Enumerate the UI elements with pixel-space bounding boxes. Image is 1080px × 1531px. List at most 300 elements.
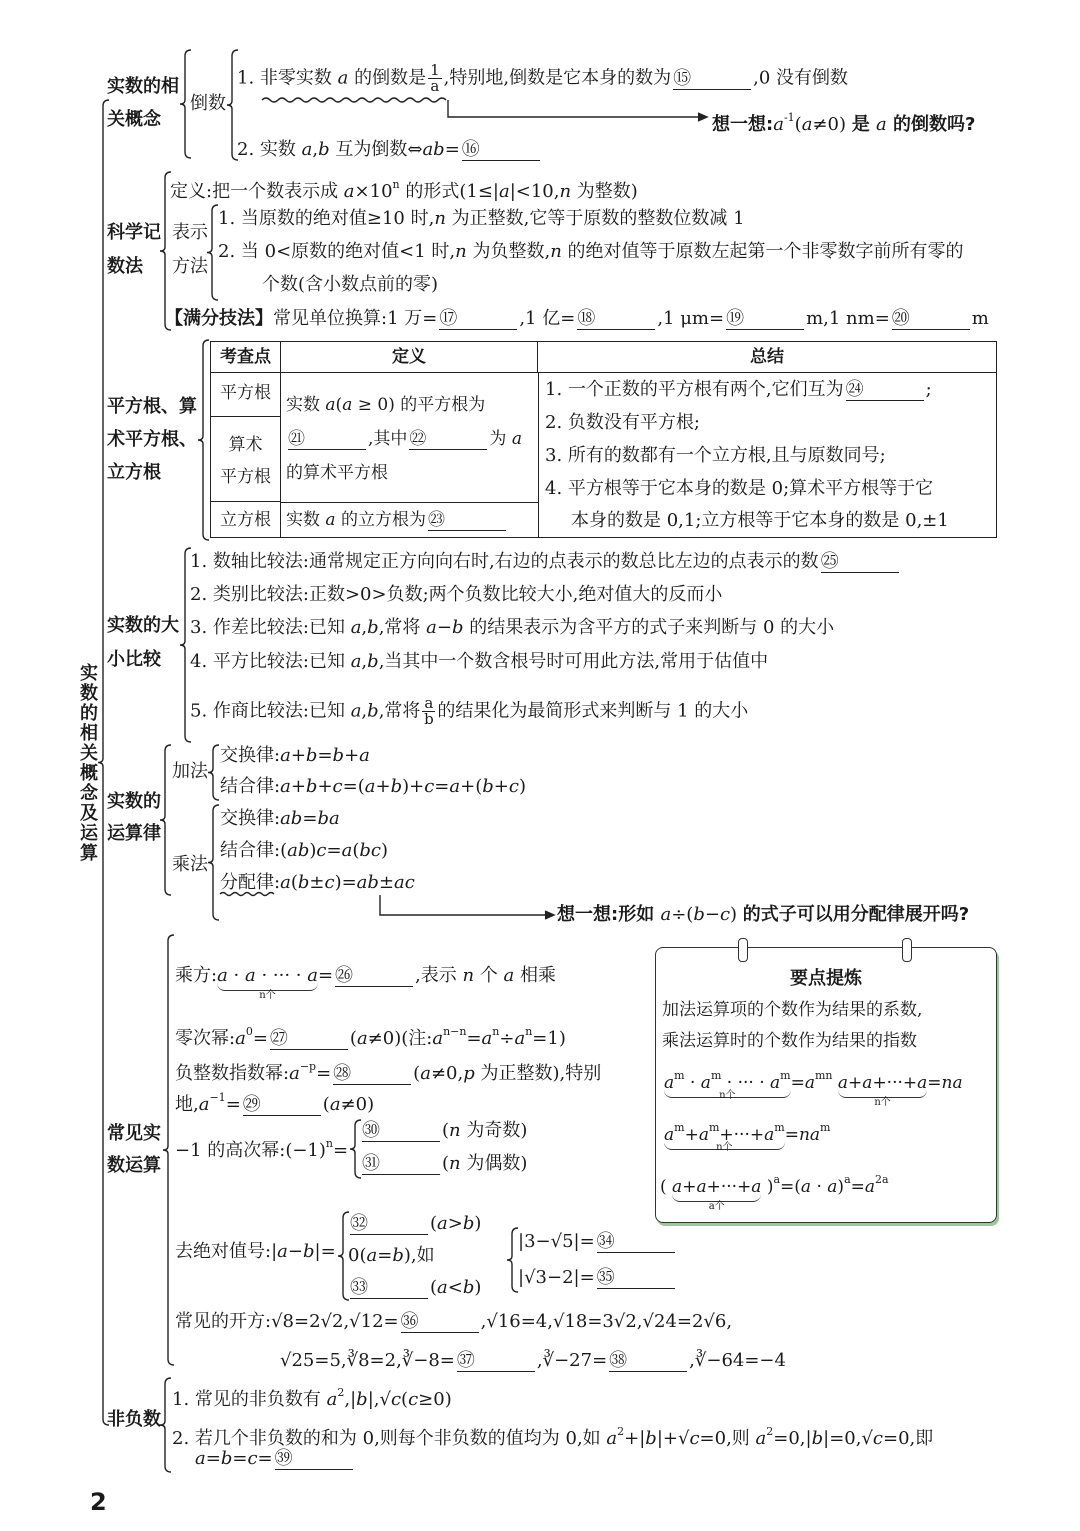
answer-blank: ㊳ bbox=[609, 1351, 687, 1372]
sub-label: 倒数 bbox=[190, 93, 226, 114]
text: ) bbox=[837, 1177, 845, 1197]
sub-label: 方法 bbox=[172, 256, 208, 277]
text: 2. 负数没有平方根; bbox=[545, 412, 700, 433]
text: 互为倒数⇔ bbox=[329, 139, 423, 160]
answer-blank: ㊱ bbox=[401, 1312, 479, 1333]
row-label-line: 算术 bbox=[228, 435, 263, 455]
math-variable: b bbox=[811, 1428, 824, 1449]
math-variable: p bbox=[463, 1063, 475, 1084]
minus-one-even bbox=[360, 1152, 527, 1176]
superscript: 0 bbox=[245, 1025, 253, 1038]
nonneg-item bbox=[172, 1381, 452, 1412]
math-variable: a bbox=[755, 1428, 767, 1449]
box-formula bbox=[664, 1116, 831, 1153]
answer-blank: ㉚ bbox=[362, 1121, 440, 1142]
answer-blank: ㉓ bbox=[428, 510, 506, 531]
answer-blank: ㉕ bbox=[821, 552, 899, 573]
sci-notation-definition bbox=[170, 173, 638, 204]
sub-label: 加法 bbox=[172, 761, 208, 782]
text: = bbox=[317, 745, 333, 766]
text: 为负整数, bbox=[466, 241, 551, 262]
math-variable: a bbox=[801, 114, 813, 135]
binder-ring-icon bbox=[738, 938, 748, 962]
text: 交换律: bbox=[220, 808, 281, 829]
text: 为正整数,它等于原数的整数位数减 1 bbox=[445, 208, 745, 229]
table-header: 考查点 bbox=[211, 342, 281, 373]
superscript: 2 bbox=[766, 1425, 774, 1438]
text: ≥ 0) 的平方根为 bbox=[352, 395, 486, 415]
section-label: 术平方根、 bbox=[107, 429, 197, 450]
text: 加法运算项的个数作为结果的系数, bbox=[662, 1000, 923, 1020]
brace-icon bbox=[160, 745, 171, 895]
summary-item bbox=[571, 509, 949, 533]
text: ( bbox=[290, 872, 298, 893]
text: ,1 亿= bbox=[519, 308, 576, 329]
answer-blank: ⑯ bbox=[462, 140, 540, 161]
math-variable: b bbox=[318, 139, 330, 160]
math-variable: n bbox=[455, 241, 467, 262]
text: |<10, bbox=[509, 181, 560, 202]
law-item bbox=[220, 775, 526, 799]
bold-text: 想一想: bbox=[712, 114, 774, 135]
underbrace-label: n个 bbox=[259, 990, 276, 1001]
text: + bbox=[317, 776, 333, 797]
text: =0,即 bbox=[883, 1428, 934, 1449]
text: 交换律: bbox=[220, 745, 281, 766]
box-text bbox=[662, 1029, 917, 1053]
box-formula bbox=[664, 1064, 963, 1108]
math-variable: a bbox=[195, 1448, 206, 1469]
minus-one-odd bbox=[360, 1119, 527, 1143]
arrow-head-icon bbox=[698, 113, 707, 121]
text: 3. 作差比较法:已知 bbox=[190, 617, 351, 638]
answer-blank: ㉒ bbox=[409, 429, 487, 450]
fraction bbox=[422, 696, 435, 727]
math-variable: a bbox=[606, 1428, 618, 1449]
math-variable: ab bbox=[287, 840, 310, 861]
brace-icon bbox=[507, 1228, 518, 1292]
bold-text: 是 bbox=[851, 114, 876, 135]
text: +···+ bbox=[706, 1177, 752, 1197]
text: + bbox=[344, 745, 360, 766]
math-variable: a bbox=[235, 1028, 246, 1049]
math-variable: b bbox=[305, 776, 318, 797]
text: 乘方: bbox=[175, 965, 218, 986]
brace-icon bbox=[163, 935, 174, 1365]
table-row-label bbox=[211, 417, 281, 502]
answer-blank: ⑰ bbox=[439, 309, 517, 330]
text: 本身的数是 0,1;立方根等于它本身的数是 0,±1 bbox=[571, 510, 949, 531]
math-variable: a bbox=[862, 1073, 873, 1093]
table-row-label: 立方根 bbox=[211, 502, 281, 538]
text: 2. 类别比较法:正数>0>负数;两个负数比较大小,绝对值大的反而小 bbox=[190, 584, 723, 605]
math-variable: a bbox=[350, 651, 362, 672]
text: = bbox=[326, 840, 342, 861]
superscript: 2a bbox=[875, 1173, 889, 1186]
sci-rule-1 bbox=[218, 207, 745, 231]
math-variable: a bbox=[672, 1177, 683, 1197]
text: 0 bbox=[348, 1245, 360, 1266]
numerator: a bbox=[424, 694, 434, 712]
math-variable: a bbox=[307, 965, 318, 986]
text: = bbox=[225, 1094, 241, 1115]
text: ,常将 bbox=[378, 700, 421, 722]
math-variable: c bbox=[872, 1428, 884, 1449]
text: 常见的开方:√8=2√2,√12= bbox=[175, 1311, 399, 1332]
text: ( bbox=[430, 1277, 438, 1298]
math-variable: b bbox=[462, 1277, 475, 1298]
text: 零次幂: bbox=[175, 1028, 236, 1049]
superscript: n bbox=[392, 178, 400, 191]
answer-blank: ⑳ bbox=[892, 309, 970, 330]
text: 实数 bbox=[286, 510, 326, 530]
math-variable: a bbox=[342, 395, 353, 415]
superscript: a bbox=[773, 1173, 781, 1186]
section-label: 科学记 bbox=[107, 222, 161, 243]
unit-conversion-tip bbox=[165, 307, 989, 331]
superscript: a bbox=[844, 1173, 851, 1186]
text: − bbox=[704, 904, 720, 925]
box-text bbox=[662, 998, 922, 1022]
text: 地, bbox=[175, 1094, 199, 1115]
text: = bbox=[790, 1073, 805, 1093]
vertical-chapter-title: 实数的相关概念及运算 bbox=[80, 663, 98, 864]
text: ; bbox=[925, 379, 932, 400]
math-variable: a bbox=[337, 67, 349, 89]
text: +( bbox=[460, 776, 483, 797]
math-variable: a bbox=[343, 181, 355, 202]
text: ÷ bbox=[499, 1028, 515, 1049]
superscript: m bbox=[820, 1121, 831, 1134]
text: √25=5,∛8=2,∛−8= bbox=[280, 1350, 455, 1371]
text: 为正整数),特别 bbox=[474, 1063, 602, 1084]
text: ( bbox=[442, 1120, 450, 1141]
text: · bbox=[684, 1073, 701, 1093]
text: 1. 数轴比较法:通常规定正方向向右时,右边的点表示的数总比左边的点表示的数 bbox=[190, 551, 819, 572]
sub-label: 表示 bbox=[172, 222, 208, 243]
text: 的形式(1≤| bbox=[399, 181, 499, 202]
text: =( bbox=[342, 776, 365, 797]
math-variable: a bbox=[770, 1073, 781, 1093]
superscript: m bbox=[780, 1069, 791, 1082]
text: ÷( bbox=[671, 904, 694, 925]
math-variable: a bbox=[244, 965, 256, 986]
math-variable: a bbox=[696, 1177, 707, 1197]
math-variable: b bbox=[305, 745, 318, 766]
text: ( bbox=[430, 1213, 438, 1234]
math-variable: n bbox=[434, 208, 446, 229]
text: + bbox=[375, 776, 391, 797]
text: 实数 bbox=[286, 395, 326, 415]
underbrace-label: a个 bbox=[708, 1201, 725, 1212]
key-points-box bbox=[655, 947, 997, 1223]
text: 3. 所有的数都有一个立方根,且与原数同号; bbox=[545, 445, 886, 466]
answer-blank: ㉑ bbox=[288, 429, 366, 450]
text: +···+ bbox=[719, 1125, 765, 1145]
text: ,| bbox=[344, 1389, 357, 1410]
law-item bbox=[220, 744, 370, 768]
math-variable: a bbox=[350, 700, 362, 722]
text: )+ bbox=[402, 776, 425, 797]
text: =0,则 bbox=[699, 1428, 756, 1449]
math-variable: c bbox=[689, 1428, 700, 1449]
underbrace bbox=[217, 964, 318, 1001]
section-label: 非负数 bbox=[107, 1409, 161, 1430]
common-roots-cont bbox=[280, 1349, 786, 1373]
math-variable: c bbox=[316, 840, 327, 861]
math-variable: a bbox=[301, 139, 313, 160]
abs-example bbox=[518, 1230, 677, 1254]
text: + bbox=[682, 1177, 697, 1197]
math-variable: b bbox=[390, 776, 403, 797]
math-variable: a bbox=[359, 745, 370, 766]
math-variable: na bbox=[798, 1125, 821, 1145]
text: |√3−2|= bbox=[518, 1267, 595, 1288]
text: ,√16=4,√18=3√2,√24=2√6, bbox=[480, 1311, 733, 1332]
text: + bbox=[848, 1073, 863, 1093]
answer-blank: ㉘ bbox=[333, 1064, 411, 1085]
section-label: 立方根 bbox=[107, 462, 161, 483]
math-variable: c bbox=[424, 776, 435, 797]
text: + bbox=[290, 776, 306, 797]
math-variable: c bbox=[408, 1389, 419, 1410]
text: ( bbox=[359, 1245, 367, 1266]
text: +| bbox=[624, 1428, 646, 1449]
brace-icon bbox=[198, 340, 209, 540]
abs-case bbox=[348, 1244, 435, 1268]
think-prompt bbox=[712, 106, 975, 137]
reciprocal-rule-1 bbox=[237, 63, 848, 94]
section-label: 实数的 bbox=[107, 791, 161, 812]
arrow-head-icon bbox=[545, 911, 554, 919]
superscript: n−n bbox=[443, 1025, 467, 1038]
divider bbox=[538, 373, 539, 538]
text: < bbox=[447, 1277, 463, 1298]
superscript: m bbox=[774, 1121, 785, 1134]
text: ( bbox=[322, 1094, 330, 1115]
text: +···+ bbox=[872, 1073, 918, 1093]
math-variable: a bbox=[280, 776, 291, 797]
math-variable: a bbox=[917, 1073, 928, 1093]
text: ) bbox=[474, 1213, 482, 1234]
math-variable: b bbox=[451, 617, 464, 638]
math-variable: a bbox=[437, 1277, 448, 1298]
text: = bbox=[232, 1448, 248, 1469]
superscript: −p bbox=[299, 1060, 317, 1073]
zero-power-rule bbox=[175, 1020, 566, 1051]
answer-blank: ㉖ bbox=[335, 966, 413, 987]
cube-root-definition bbox=[286, 508, 508, 532]
abs-case bbox=[348, 1212, 481, 1236]
answer-blank: ㉞ bbox=[597, 1232, 675, 1253]
math-variable: ba bbox=[317, 808, 340, 829]
math-variable: a bbox=[660, 904, 672, 925]
math-variable: a bbox=[326, 1389, 338, 1410]
divider bbox=[281, 502, 538, 503]
text: 负整数指数幂: bbox=[175, 1063, 290, 1084]
box-formula bbox=[660, 1168, 889, 1212]
answer-blank: ㊲ bbox=[457, 1351, 535, 1372]
math-variable: n bbox=[550, 241, 562, 262]
math-variable: a bbox=[420, 1063, 431, 1084]
reciprocal-rule-2 bbox=[237, 138, 542, 162]
superscript: −1 bbox=[209, 1091, 226, 1104]
text: ,当其中一个数含根号时可用此方法,常用于估值中 bbox=[378, 651, 769, 672]
answer-blank: ㊴ bbox=[275, 1449, 353, 1470]
underbrace-label: n个 bbox=[874, 1097, 891, 1108]
text: ,其中 bbox=[368, 429, 408, 449]
text: m,1 nm= bbox=[806, 308, 890, 329]
text: ),如 bbox=[403, 1245, 435, 1266]
text: ) bbox=[761, 1177, 774, 1197]
underbrace bbox=[664, 1064, 791, 1101]
compare-method bbox=[190, 550, 901, 574]
text: ,特别地,倒数是它本身的数为 bbox=[443, 67, 672, 89]
negative-power-rule bbox=[175, 1055, 601, 1086]
text: ) bbox=[474, 1277, 482, 1298]
text: 1. 常见的非负数有 bbox=[172, 1389, 327, 1410]
text: − bbox=[287, 1241, 303, 1262]
math-variable: ab bbox=[356, 872, 379, 893]
text: ≠0) bbox=[812, 114, 852, 135]
text: 为整数) bbox=[571, 181, 638, 202]
abs-example bbox=[518, 1266, 677, 1290]
text: |= bbox=[314, 1241, 336, 1262]
minus-one-power bbox=[175, 1132, 348, 1163]
superscript: n bbox=[525, 1025, 533, 1038]
answer-blank: ㉔ bbox=[846, 380, 924, 401]
bold-text: 的式子可以用分配律展开吗? bbox=[742, 904, 970, 925]
text: ,常将 bbox=[378, 617, 427, 638]
answer-blank: ㉛ bbox=[362, 1154, 440, 1175]
text: = bbox=[784, 1125, 799, 1145]
superscript: m bbox=[674, 1069, 685, 1082]
text: > bbox=[447, 1213, 463, 1234]
text: ,∛−27= bbox=[536, 1350, 608, 1371]
math-variable: na bbox=[941, 1073, 963, 1093]
text: = bbox=[302, 808, 318, 829]
text: ) bbox=[518, 776, 526, 797]
text: 定义:把一个数表示成 bbox=[170, 181, 344, 202]
answer-blank: ㉗ bbox=[270, 1029, 348, 1050]
underbrace-label: n个 bbox=[716, 1142, 733, 1153]
law-item bbox=[220, 807, 340, 831]
text: + bbox=[684, 1125, 699, 1145]
text: , bbox=[361, 700, 368, 722]
math-variable: c bbox=[390, 1389, 402, 1410]
text: 4. 平方比较法:已知 bbox=[190, 651, 351, 672]
text: · bbox=[811, 1177, 828, 1197]
text: −1 的高次幂:(−1) bbox=[175, 1140, 326, 1161]
text: ,表示 bbox=[415, 965, 463, 986]
summary-item bbox=[545, 444, 886, 468]
denominator: b bbox=[424, 710, 434, 728]
math-variable: b bbox=[392, 1245, 404, 1266]
summary-item bbox=[545, 411, 700, 435]
math-variable: b bbox=[297, 872, 310, 893]
math-variable: ab bbox=[422, 139, 445, 160]
text: 的倒数是 bbox=[348, 67, 427, 89]
text: · bbox=[227, 965, 245, 986]
math-variable: ab bbox=[280, 808, 303, 829]
brace-icon bbox=[208, 745, 219, 800]
text: + bbox=[290, 745, 306, 766]
text: m bbox=[971, 308, 989, 329]
text: 2. 实数 bbox=[237, 139, 302, 160]
math-variable: a bbox=[277, 1241, 288, 1262]
math-variable: a bbox=[289, 1063, 300, 1084]
text: ≠0, bbox=[430, 1063, 464, 1084]
math-variable: n bbox=[559, 181, 572, 202]
text: = bbox=[252, 1028, 268, 1049]
root-definition bbox=[286, 388, 533, 490]
math-variable: b bbox=[367, 700, 379, 722]
binder-ring-icon bbox=[902, 938, 912, 962]
section-label: 实数的相 bbox=[107, 76, 179, 97]
text: 个数(含小数点前的零) bbox=[262, 274, 439, 295]
text: 1. 非零实数 bbox=[237, 67, 338, 89]
text: =1) bbox=[532, 1028, 566, 1049]
section-label: 数运算 bbox=[107, 1155, 161, 1176]
underbrace bbox=[672, 1175, 762, 1212]
text: · ··· · bbox=[255, 965, 308, 986]
text: = bbox=[317, 965, 334, 986]
math-variable: a bbox=[280, 872, 291, 893]
text: ± bbox=[309, 872, 325, 893]
text: 的立方根为 bbox=[335, 510, 426, 530]
text: ) bbox=[309, 840, 317, 861]
abs-case bbox=[348, 1276, 481, 1300]
math-variable: a bbox=[698, 1125, 709, 1145]
math-variable: b bbox=[367, 651, 379, 672]
underbrace bbox=[664, 1116, 785, 1153]
math-variable: a bbox=[350, 617, 362, 638]
text: = bbox=[333, 1140, 349, 1161]
connector-arrow-line bbox=[380, 895, 553, 915]
section-label: 常见实 bbox=[107, 1123, 161, 1144]
math-variable: b bbox=[356, 1389, 368, 1410]
text: 1. 当原数的绝对值≥10 时, bbox=[218, 208, 435, 229]
math-variable: a bbox=[503, 965, 515, 986]
math-variable: a bbox=[664, 1073, 675, 1093]
math-variable: a bbox=[198, 1094, 210, 1115]
bold-text: 的倒数吗? bbox=[886, 114, 976, 135]
math-variable: b bbox=[462, 1213, 475, 1234]
text: 的算术平方根 bbox=[286, 463, 388, 483]
math-variable: a bbox=[700, 1073, 711, 1093]
answer-blank: ⑲ bbox=[726, 309, 804, 330]
brace-icon bbox=[208, 805, 219, 920]
math-variable: a bbox=[875, 114, 887, 135]
summary-item bbox=[545, 378, 932, 402]
text: 分配律: bbox=[220, 872, 281, 893]
row-label-line: 平方根 bbox=[220, 467, 271, 487]
math-variable: a bbox=[364, 776, 376, 797]
section-label: 数法 bbox=[107, 256, 143, 277]
math-variable: a bbox=[366, 1245, 378, 1266]
math-variable: b bbox=[693, 904, 705, 925]
math-variable: a bbox=[664, 1125, 675, 1145]
math-variable: c bbox=[719, 904, 731, 925]
text: = bbox=[927, 1073, 942, 1093]
math-variable: a bbox=[356, 1028, 368, 1049]
page-number: 2 bbox=[90, 1488, 107, 1516]
sci-rule-2 bbox=[218, 240, 964, 264]
box-title: 要点提炼 bbox=[790, 968, 862, 989]
text: ( bbox=[335, 395, 343, 415]
text: ,1 μm= bbox=[657, 308, 725, 329]
math-variable: a bbox=[800, 1177, 812, 1197]
